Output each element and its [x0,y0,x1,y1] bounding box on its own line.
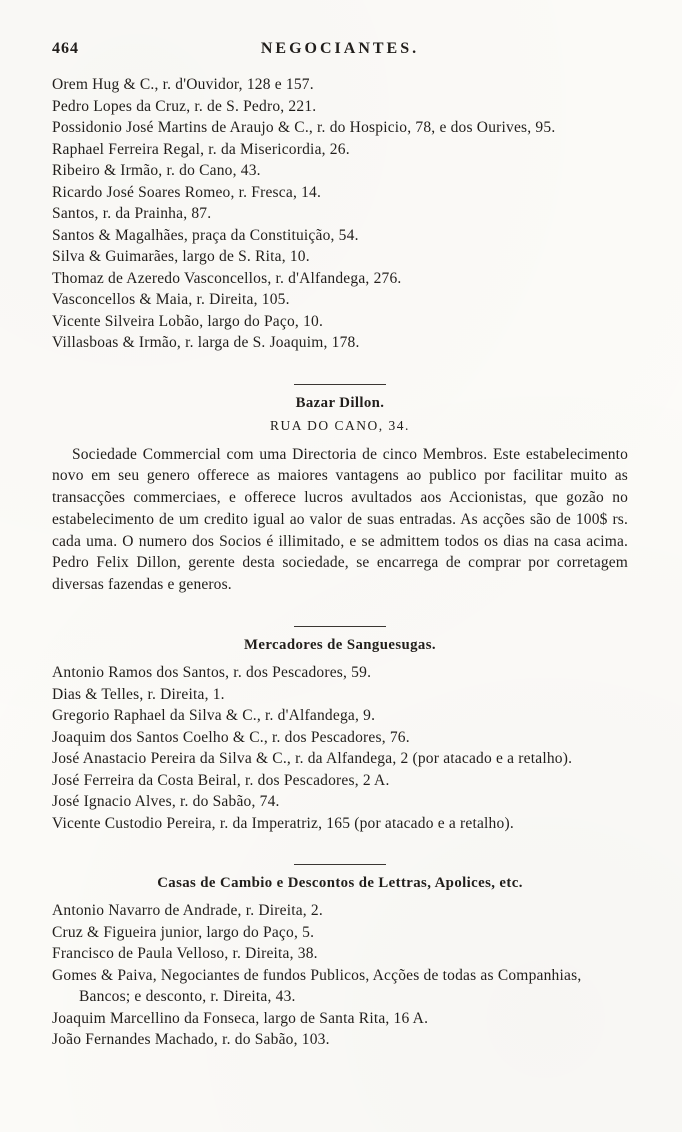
directory-entry: Antonio Navarro de Andrade, r. Direita, 2. [52,902,323,920]
section-divider [294,864,386,865]
directory-entry: Antonio Ramos dos Santos, r. dos Pescadores, 59. [52,664,372,682]
directory-entry: Vicente Silveira Lobão, largo do Paço, 10. [52,312,324,330]
directory-entry: Dias & Telles, r. Direita, 1. [52,685,225,703]
section-divider [294,626,386,627]
directory-entry: Silva & Guimarães, largo de S. Rita, 10. [52,248,310,265]
directory-entry: Cruz & Figueira junior, largo do Paço, 5. [52,923,315,941]
directory-entry: Francisco de Paula Velloso, r. Direita, 38. [52,945,318,963]
directory-entry: Orem Hug & C., r. d'Ouvidor, 128 e 157. [52,76,314,93]
cambio-list [52,900,628,1051]
directory-entry: Raphael Ferreira Regal, r. da Misericordia, 26. [52,140,350,158]
directory-entry: Santos, r. da Prainha, 87. [52,205,212,222]
directory-entry: Possidonio José Martins de Araujo & C., r. do Hospicio, 78, e dos Ourives, 95. [52,119,556,136]
directory-entry: Joaquim dos Santos Coelho & C., r. dos Pescadores, 76. [52,728,410,746]
directory-entry: João Fernandes Machado, r. do Sabão, 103. [52,1031,330,1049]
section-mercadores-sanguesugas [52,626,628,834]
page-number: 464 [52,40,79,57]
section-divider [294,384,386,385]
directory-entry: Thomaz de Azeredo Vasconcellos, r. d'Alfandega, 276. [52,269,402,287]
directory-entry: Ribeiro & Irmão, r. do Cano, 43. [52,162,261,179]
directory-entry: Pedro Lopes da Cruz, r. de S. Pedro, 221. [52,97,317,115]
section-title: Bazar Dillon. [295,394,385,411]
section-subtitle: RUA DO CANO, 34. [270,417,410,433]
section-title: Mercadores de Sanguesugas. [244,637,436,654]
section-bazar-dillon [52,384,628,597]
directory-entry: Santos & Magalhães, praça da Constituição, 54. [52,226,359,244]
sanguesugas-list [52,662,628,834]
directory-entry: José Ferreira da Costa Beiral, r. dos Pescadores, 2 A. [52,771,390,789]
directory-entry: Vasconcellos & Maia, r. Direita, 105. [52,291,290,308]
directory-entry: José Anastacio Pereira da Silva & C., r. da Alfandega, 2 (por atacado e a retalho). [52,750,573,768]
directory-entry: Gomes & Paiva, Negociantes de fundos Publicos, Acções de todas as Companhias, Bancos; e desconto, r. Direita, 43. [52,966,582,1006]
directory-entry: Joaquim Marcellino da Fonseca, largo de Santa Rita, 16 A. [52,1009,429,1027]
section-casas-de-cambio [52,864,628,1051]
section-title: Casas de Cambio e Descontos de Lettras, Apolices, etc. [157,875,523,892]
directory-entry: Ricardo José Soares Romeo, r. Fresca, 14. [52,183,322,201]
directory-entry: Villasboas & Irmão, r. larga de S. Joaquim, 178. [52,334,360,351]
section-paragraph: Sociedade Commercial com uma Directoria de cinco Membros. Este estabelecimento novo em seu genero offerece as maiores vantagens ao publico por facilitar muito as transacções commerciaes, e offerece lucros avultados aos Accionistas, que gozão no estabelecimento de um credito igual ao valor de suas entradas. As acções são de 100$ rs. cada uma. O numero dos Socios é illimitado, e se admittem todos os dias na casa acima. Pedro Felix Dillon, gerente desta sociedade, se encarrega de comprar por corretagem diversas fazendas e generos. [52,445,628,594]
page-title: NEGOCIANTES. [260,40,420,57]
page-header [52,40,628,62]
directory-entry: José Ignacio Alves, r. do Sabão, 74. [52,793,280,811]
directory-entry: Gregorio Raphael da Silva & C., r. d'Alfandega, 9. [52,707,376,725]
directory-list [52,74,628,354]
directory-entry: Vicente Custodio Pereira, r. da Imperatriz, 165 (por atacado e a retalho). [52,814,514,832]
